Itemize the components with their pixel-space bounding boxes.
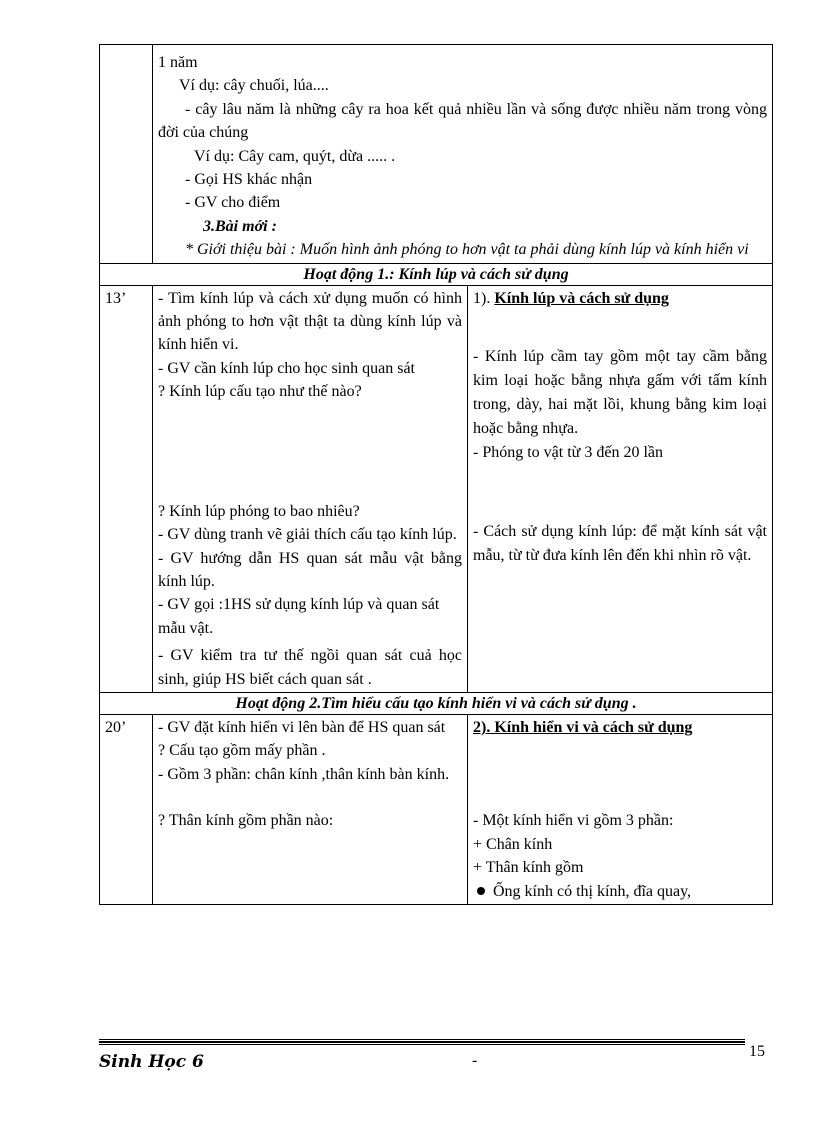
content-line: - Phóng to vật từ 3 đến 20 lần: [473, 444, 663, 462]
intro-cell: [153, 45, 773, 264]
teacher-line: ? Cấu tạo gồm mấy phần .: [158, 742, 326, 760]
text-line: - cây lâu năm là những cây ra hoa kết quả nhiều lần và sống được nhiều năm trong vòng đời của chúng: [158, 100, 767, 142]
intro-text: * Giới thiệu bài : Muốn hình ảnh phóng to hơn vật ta phải dùng kính lúp và kính hiển vi: [185, 241, 749, 259]
activity1-heading-row: [100, 263, 773, 285]
intro-row: [100, 45, 773, 264]
activity2-teacher-cell: [153, 714, 468, 904]
activity2-heading: Hoạt động 2.Tìm hiểu cấu tạo kính hiển vi và cách sử dụng .: [100, 692, 773, 714]
section-title: 3.Bài mới :: [203, 217, 277, 235]
bullet-icon: [477, 887, 485, 895]
activity1-time: 13’: [100, 285, 153, 692]
footer-mid: -: [472, 1052, 478, 1069]
teacher-line: - Gồm 3 phần: chân kính ,thân kính bàn kính.: [158, 765, 450, 783]
lesson-page: [99, 44, 772, 905]
teacher-line: - GV dùng tranh vẽ giải thích cấu tạo kính lúp.: [158, 526, 457, 544]
content-line: + Thân kính gồm: [473, 859, 584, 877]
activity1-row: [100, 285, 773, 692]
teacher-line: - GV cần kính lúp cho học sinh quan sát: [158, 359, 415, 377]
activity1-heading: Hoạt động 1.: Kính lúp và cách sử dụng: [100, 263, 773, 285]
activity1-content-cell: [468, 285, 773, 692]
teacher-line: - GV đặt kính hiển vi lên bàn để HS quan sát: [158, 718, 446, 736]
content-line: Ống kính có thị kính, đĩa quay,: [473, 880, 767, 903]
content-line: - Kính lúp cầm tay gồm một tay cầm bằng kim loại hoặc bằng nhựa gấm với tấm kính trong, dày, hai mặt lồi, khung bằng kim loại hoặc bằng nhựa.: [473, 348, 767, 438]
text-line: - GV cho điểm: [185, 194, 281, 212]
text-line: Ví dụ: Cây cam, quýt, dừa ..... .: [194, 147, 396, 165]
teacher-line: - GV kiểm tra tư thế ngồi quan sát cuả học sinh, giúp HS biết cách quan sát .: [158, 647, 462, 688]
text-line: Ví dụ: cây chuối, lúa....: [179, 77, 329, 95]
content-line: - Một kính hiển vi gồm 3 phần:: [473, 812, 674, 830]
page-number: 15: [749, 1043, 765, 1060]
text-line: - Gọi HS khác nhận: [185, 171, 313, 189]
teacher-line: - Tìm kính lúp và cách xử dụng muốn có hình ảnh phóng to hơn vật thật ta dùng kính lúp và kính hiển vi.: [158, 289, 462, 354]
activity2-time: 20’: [100, 714, 153, 904]
time-cell-empty: [100, 45, 153, 264]
footer-rule: [99, 1039, 745, 1045]
footer-subject: Sinh Học 6: [99, 1052, 204, 1072]
content-title: 1). Kính lúp và cách sử dụng: [473, 289, 669, 307]
content-line: + Chân kính: [473, 835, 553, 853]
activity2-content-cell: [468, 714, 773, 904]
activity2-row: [100, 714, 773, 904]
content-line: - Cách sử dụng kính lúp: để mặt kính sát vật mẫu, từ từ đưa kính lên đến khi nhìn rõ vật.: [473, 523, 767, 564]
activity2-heading-row: [100, 692, 773, 714]
teacher-line: ? Kính lúp phóng to bao nhiêu?: [158, 502, 360, 520]
text-line: 1 năm: [158, 54, 198, 71]
lesson-table: [99, 44, 773, 905]
activity1-teacher-cell: [153, 285, 468, 692]
teacher-line: ? Thân kính gồm phần nào:: [158, 812, 334, 830]
teacher-line: ? Kính lúp cấu tạo như thế nào?: [158, 383, 362, 401]
teacher-line: - GV gọi :1HS sử dụng kính lúp và quan sát mẫu vật.: [158, 596, 440, 637]
content-title: 2). Kính hiển vi và cách sử dụng: [473, 718, 693, 736]
teacher-line: - GV hướng dẫn HS quan sát mẫu vật bằng kính lúp.: [158, 549, 462, 590]
